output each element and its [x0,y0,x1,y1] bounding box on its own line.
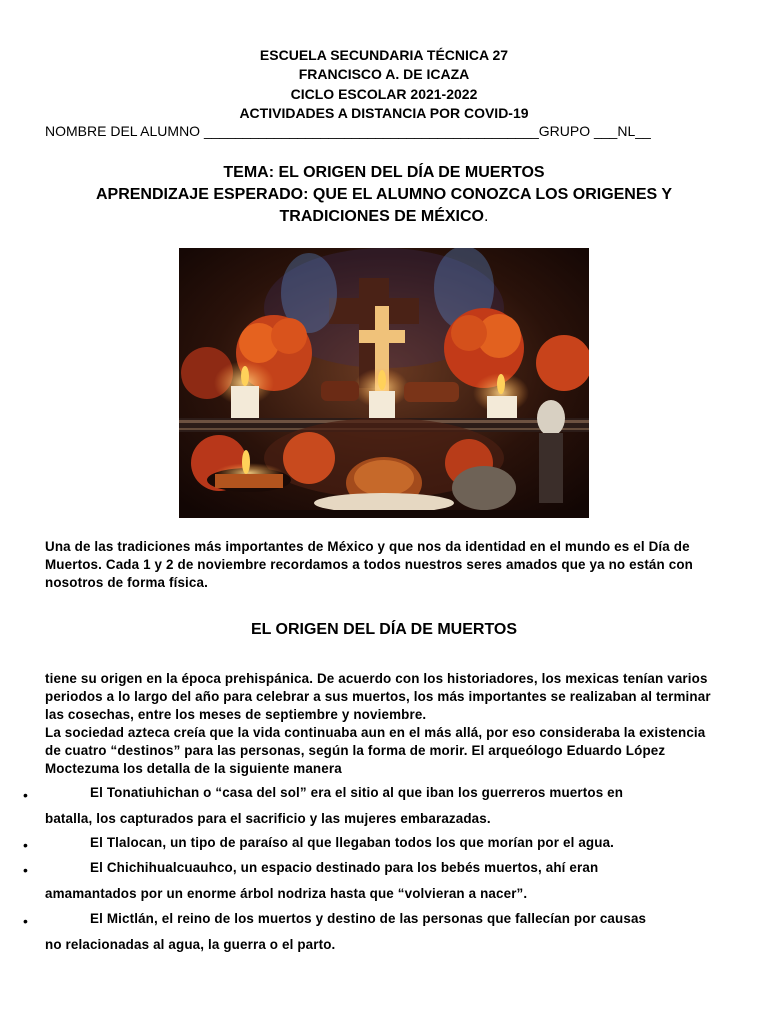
bullet-marker: • [23,787,28,803]
bullet-marker: • [23,862,28,878]
bullet-marker: • [23,837,28,853]
list-item-continuation: amamantados por un enorme árbol nodriza hasta que “volvieran a nacer”. [45,886,528,901]
list-item-continuation: no relacionadas al agua, la guerra o el parto. [45,937,336,952]
list-item-first-line: El Tlalocan, un tipo de paraíso al que llegaban todos los que morían por el agua. [90,835,615,850]
learning-goal-line-2: TRADICIONES DE MÉXICO. [279,208,489,225]
school-cycle: CICLO ESCOLAR 2021-2022 [290,86,478,102]
origin-paragraph: tiene su origen en la época prehispánica. De acuerdo con los historiadores, los mexicas tenían varios periodos a lo largo del año para celebrar a sus muertos, los más importantes se realizaban al terminar las cosechas, entre los meses de septiembre y noviembre. [45,671,711,722]
school-honoree: FRANCISCO A. DE ICAZA [298,66,470,82]
list-item [45,910,735,954]
list-item-continuation: batalla, los capturados para el sacrificio y las mujeres embarazadas. [45,811,491,826]
aztec-belief-paragraph: La sociedad azteca creía que la vida continuaba aun en el más allá, por eso consideraba la existencia de cuatro “destinos” para las personas, según la forma de morir. El arqueólogo Eduardo López Moctezuma los detalla de la siguiente manera [45,725,706,776]
topic-title: TEMA: EL ORIGEN DEL DÍA DE MUERTOS [223,164,545,181]
school-name: ESCUELA SECUNDARIA TÉCNICA 27 [259,47,509,63]
activities-title: ACTIVIDADES A DISTANCIA POR COVID-19 [239,105,529,121]
list-item-first-line: El Tonatiuhichan o “casa del sol” era el sitio al que iban los guerreros muertos en [90,785,624,800]
list-item [45,834,735,860]
section-title: EL ORIGEN DEL DÍA DE MUERTOS [250,621,518,638]
learning-goal-line-1: APRENDIZAJE ESPERADO: QUE EL ALUMNO CONOZCA LOS ORIGENES Y [95,186,673,203]
list-item-first-line: El Chichihualcuauhco, un espacio destinado para los bebés muertos, ahí eran [90,860,599,875]
list-item [45,859,735,903]
intro-paragraph: Una de las tradiciones más importantes de México y que nos da identidad en el mundo es el Día de Muertos. Cada 1 y 2 de noviembre recordamos a todos nuestros seres amados que ya no están con nosotros de forma física. [45,539,693,590]
student-name-line: NOMBRE DEL ALUMNO ___________________________________________GRUPO ___NL__ [45,123,651,139]
list-item-first-line: El Mictlán, el reino de los muertos y destino de las personas que fallecían por causas [90,911,647,926]
list-item [45,784,735,828]
bullet-marker: • [23,913,28,929]
day-of-the-dead-altar-photo [179,248,589,518]
